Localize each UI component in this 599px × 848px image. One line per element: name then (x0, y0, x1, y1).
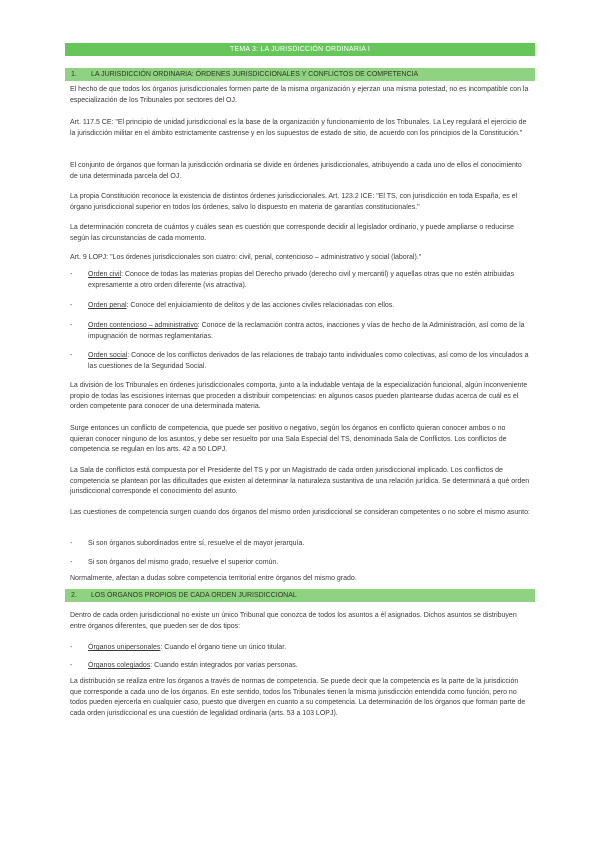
paragraph: La propia Constitución reconoce la existencia de distintos órdenes jurisdiccionales. Art. 123.2 ICE: "El TS, con jurisdicción en toda España, es el órgano jurisdiccional superior en todos los órdenes, salvo lo dispuesto en materia de garantías constitucionales." (70, 193, 518, 211)
section-heading-1 (65, 68, 535, 81)
term-label: Orden civil (88, 271, 122, 278)
paragraph: Normalmente, afectan a dudas sobre competencia territorial entre órganos del mismo grado. (70, 575, 357, 582)
paragraph: El conjunto de órganos que forman la jurisdicción ordinaria se divide en órdenes jurisdiccionales, atribuyendo a cada uno de ellos el conocimiento de una determinada parcela del OJ. (70, 162, 522, 180)
document-page: TEMA 3: LA JURISDICCIÓN ORDINARIA I 1. LA JURISDICCIÓN ORDINARIA: ÓRDENES JURISDICCIONALES Y CONFLICTOS DE COMPETENCIA El hecho de que todos los órganos jurisdiccionales formen parte de la misma organización y ejerzan una misma potestad, no es incompatible con la especialización de los Tribunales por sectores del OJ. Art. 117.5 CE: "El principio de unidad jurisdiccional es la base de la organización y funcionamiento de los Tribunales. La Ley regulará el ejercicio de la jurisdicción militar en el ámbito estrictamente castrense y en los supuestos de estado de sitio, de acuerdo con los principios de la Constitución." El conjunto de órganos que forman la jurisdicción ordinaria se divide en órdenes jurisdiccionales, atribuyendo a cada uno de ellos el conocimiento de una determinada parcela del OJ. La propia Constitución reconoce la existencia de distintos órdenes jurisdiccionales. Art. 123.2 ICE: "El TS, con jurisdicción en toda España, es el órgano jurisdiccional superior en todos los órdenes, salvo lo dispuesto en materia de garantías constitucionales." La determinación concreta de cuántos y cuáles sean es cuestión que corresponde decidir al legislador ordinario, y puede ampliarse o reducirse según las circunstancias de cada momento. Art. 9 LOPJ: "Los órdenes jurisdiccionales son cuatro: civil, penal, contencioso – administrativo y social (laboral)." - Orden civil: Conoce de todas las materias propias del Derecho privado (derecho civil y mercantil) y aquellas otras que no estén atribuidas expresamente a otro orden diferente (vis atractiva). - Orden penal: Conoce del enjuiciamiento de delitos y de las acciones civiles relacionadas con ellos. - Orden contencioso – administrativo: Conoce de la reclamación contra actos, inacciones y vías de hecho de la Administración, así como de la impugnación de normas reglamentarias. - Orden social: Conoce de los conflictos derivados de las relaciones de trabajo tanto individuales como colectivas, así como de los vinculados a las cuestiones de la Seguridad Social. La división de los Tribunales en órdenes jurisdiccionales comporta, junto a la indudable ventaja de la especialización funcional, algún inconveniente propio de todas las escisiones internas que proceden a distribuir competencias: en algunos casos pueden plantearse dudas acerca de cuál es el orden competente para conocer de una determinada materia. Surge entonces un conflicto de competencia, que puede ser positivo o negativo, según los órganos en conflicto quieran conocer ambos o no quieran conocer ninguno de los asuntos, y debe ser resuelto por una Sala Especial del TS, denominada Sala de Conflictos. Los conflictos de competencia se regulan en los arts. 42 a 50 LOPJ. La Sala de conflictos está compuesta por el Presidente del TS y por un Magistrado de cada orden jurisdiccional implicado. Los conflictos de competencia se plantean por las dificultades que existen al determinar la naturaleza sustantiva de una relación jurídica. Se determinará a qué orden jurisdiccional corresponde el conocimiento del asunto. Las cuestiones de competencia surgen cuando dos órganos del mismo orden jurisdiccional se consideran competentes o no sobre el mismo asunto: - Si son órganos subordinados entre sí, resuelve el de mayor jerarquía. - Si son órganos del mismo grado, resuelve el superior común. Normalmente, afectan a dudas sobre competencia territorial entre órganos del mismo grado. 2. LOS ÓRGANOS PROPIOS DE CADA ORDEN JURISDICCIONAL Dentro de cada orden jurisdiccional no existe un único Tribunal que conozca de todos los asuntos a él asignados. Dichos asuntos se distribuyen entre órganos diferentes, que pueden ser de dos tipos: - Órganos unipersonales: Cuando el órgano tiene un único titular. - Órganos colegiados: Cuando están integrados por varias personas. La distribución se realiza entre los órganos a través de normas de competencia. Se puede decir que la competencia es la parte de la jurisdicción que corresponde a cada uno de los órganos. En este sentido, todos los Tribunales tienen la misma jurisdicción entendida como función, pero no todos pueden ejercerla en cualquier caso, puesto que divergen en cuanto a su competencia. La determinación de los órganos que forman parte de cada orden jurisdiccional es una cuestión de legalidad ordinaria (arts. 53 a 103 LOPJ). (0, 0, 599, 848)
term-label: Órganos unipersonales (88, 644, 161, 651)
section-number: 2. (71, 592, 77, 599)
paragraph: La distribución se realiza entre los órganos a través de normas de competencia. Se puede decir que la competencia es la parte de la jurisdicción que corresponde a cada uno de los órganos. En este sentido, todos los Tribunales tienen la misma jurisdicción entendida como función, pero no todos pueden ejercerla en cualquier caso, puesto que divergen en cuanto a su competencia. La determinación de los órganos que forman parte de cada orden jurisdiccional es una cuestión de legalidad ordinaria (arts. 53 a 103 LOPJ). (70, 678, 526, 717)
paragraph: Las cuestiones de competencia surgen cuando dos órganos del mismo orden jurisdiccional se consideran competentes o no sobre el mismo asunto: (70, 509, 530, 516)
paragraph: La división de los Tribunales en órdenes jurisdiccionales comporta, junto a la indudable ventaja de la especialización funcional, algún inconveniente propio de todas las escisiones internas que proceden a distribuir competencias: en algunos casos pueden plantearse dudas acerca de cuál es el orden competente para conocer de una determinada materia. (70, 382, 528, 410)
term-label: Orden contencioso – administrativo (88, 322, 198, 329)
term-label: Orden penal (88, 302, 127, 309)
paragraph: El hecho de que todos los órganos jurisdiccionales formen parte de la misma organización y ejerzan una misma potestad, no es incompatible con la especialización de los Tribunales por sectores del OJ. (70, 86, 529, 104)
section-title: LOS ÓRGANOS PROPIOS DE CADA ORDEN JURISDICCIONAL (91, 592, 297, 599)
paragraph: Art. 117.5 CE: "El principio de unidad jurisdiccional es la base de la organización y funcionamiento de los Tribunales. La Ley regulará el ejercicio de la jurisdicción militar en el ámbito estrictamente castrense y en los supuestos de estado de sitio, de acuerdo con los principios de la Constitución." (70, 119, 527, 137)
section-number: 1. (71, 71, 77, 78)
term-label: Órganos colegiados (88, 662, 151, 669)
document-title: TEMA 3: LA JURISDICCIÓN ORDINARIA I (65, 43, 535, 56)
paragraph: Dentro de cada orden jurisdiccional no existe un único Tribunal que conozca de todos los asuntos a él asignados. Dichos asuntos se distribuyen entre órganos diferentes, que pueden ser de dos tipos: (70, 612, 517, 630)
term-label: Orden social (88, 352, 128, 359)
section-heading-2 (65, 589, 535, 602)
section-title: LA JURISDICCIÓN ORDINARIA: ÓRDENES JURISDICCIONALES Y CONFLICTOS DE COMPETENCIA (91, 71, 419, 78)
paragraph: Surge entonces un conflicto de competencia, que puede ser positivo o negativo, según los órganos en conflicto quieran conocer ambos o no quieran conocer ninguno de los asuntos, y debe ser resuelto por una Sala Especial del TS, denominada Sala de Conflictos. Los conflictos de competencia se regulan en los arts. 42 a 50 LOPJ. (70, 425, 507, 453)
paragraph: Art. 9 LOPJ: "Los órdenes jurisdiccionales son cuatro: civil, penal, contencioso – administrativo y social (laboral)." (70, 254, 422, 261)
paragraph: La determinación concreta de cuántos y cuáles sean es cuestión que corresponde decidir al legislador ordinario, y puede ampliarse o reducirse según las circunstancias de cada momento. (70, 224, 514, 242)
paragraph: La Sala de conflictos está compuesta por el Presidente del TS y por un Magistrado de cada orden jurisdiccional implicado. Los conflictos de competencia se plantean por las dificultades que existen al determinar la naturaleza sustantiva de una relación jurídica. Se determinará a qué orden jurisdiccional corresponde el conocimiento del asunto. (70, 467, 530, 495)
